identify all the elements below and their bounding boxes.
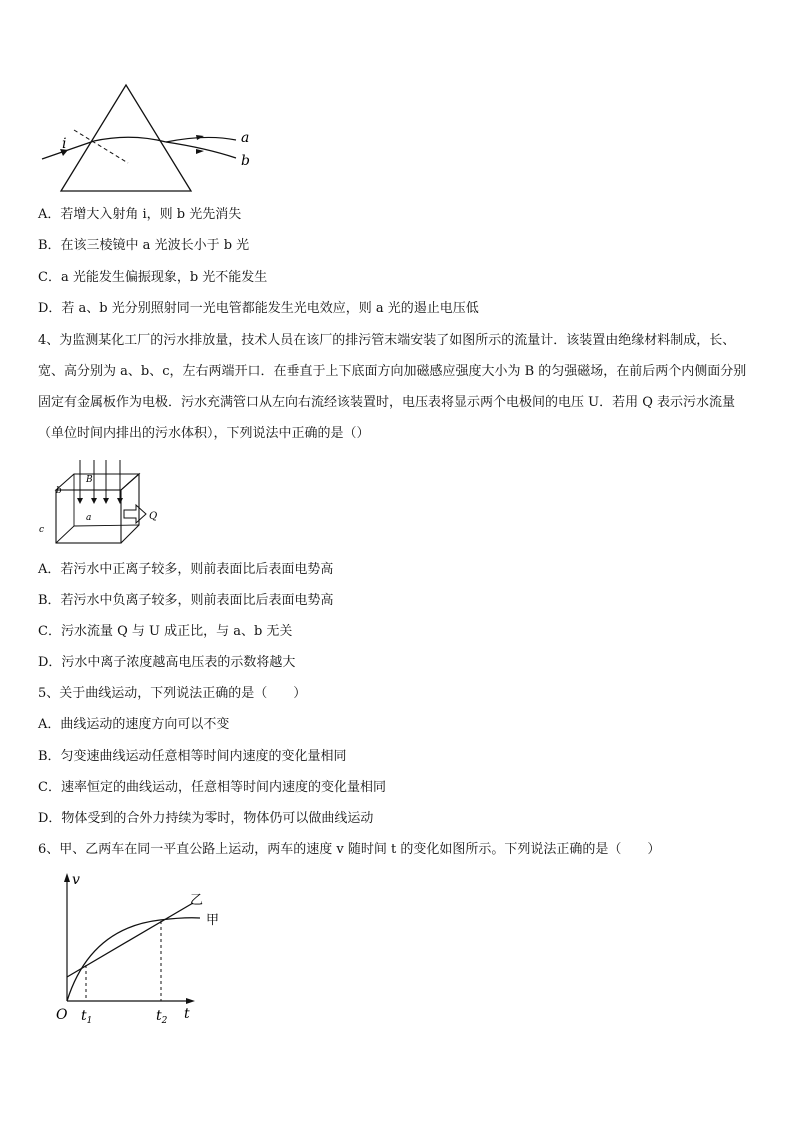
q4-option-a: A．若污水中正离子较多，则前表面比后表面电势高	[38, 562, 334, 577]
q5-stem: 5、关于曲线运动，下列说法正确的是（ ）	[38, 686, 307, 701]
field-arrow-4	[117, 498, 123, 504]
label-O: O	[56, 1007, 68, 1023]
x-axis-arrow	[186, 998, 195, 1004]
flowmeter-figure	[36, 458, 166, 548]
q4-option-c: C．污水流量 Q 与 U 成正比，与 a、b 无关	[38, 624, 293, 639]
q5-option-a: A．曲线运动的速度方向可以不变	[38, 717, 230, 732]
label-yi: 乙	[190, 893, 204, 908]
q5-option-c: C．速率恒定的曲线运动，任意相等时间内速度的变化量相同	[38, 780, 386, 795]
q5-option-d: D．物体受到的合外力持续为零时，物体仍可以做曲线运动	[38, 811, 374, 826]
label-b: b	[241, 153, 250, 169]
normal-line	[74, 130, 128, 163]
q4-option-b: B．若污水中负离子较多，则前表面比后表面电势高	[38, 593, 334, 608]
refracted-ray	[94, 137, 166, 142]
q4-option-d: D．污水中离子浓度越高电压表的示数将越大	[38, 655, 296, 670]
label-a: a	[241, 130, 250, 146]
box-hidden	[56, 525, 139, 543]
prism-triangle	[61, 85, 191, 191]
label-b: b	[56, 486, 62, 496]
q3-option-a: A．若增大入射角 i，则 b 光先消失	[38, 207, 242, 222]
label-B: B	[86, 475, 93, 485]
label-v: v	[72, 872, 80, 888]
label-t1: $t_1$	[81, 1008, 93, 1026]
label-Q: Q	[149, 511, 158, 522]
q3-option-d: D．若 a、b 光分别照射同一光电管都能发生光电效应，则 a 光的遏止电压低	[38, 301, 479, 316]
ray-a	[166, 137, 236, 142]
box-top	[56, 474, 139, 490]
y-axis-arrow	[64, 873, 70, 882]
label-c: c	[39, 525, 45, 535]
field-arrow-3	[103, 498, 109, 504]
label-a: a	[86, 513, 92, 523]
flow-arrow	[124, 505, 146, 523]
q4-stem: 4、为监测某化工厂的污水排放量，技术人员在该厂的排污管末端安装了如图所示的流量计．该装置由绝缘材料制成，长、宽、高分别为 a、b、c，左右两端开口．在垂直于上下底面方向加磁感应强度大小为 B 的匀强磁场，在前后两个内侧面分别固定有金属板作为电极．污水充满管口从左向右流经该装置时，电压表将显示两个电极间的电压 U．若用 Q 表示污水流量（单位时间内排出的污水体积），下列说法中正确的是（）	[38, 333, 747, 441]
field-arrow-1	[77, 498, 83, 504]
q3-option-c: C．a 光能发生偏振现象，b 光不能发生	[38, 270, 268, 285]
q5-option-b: B．匀变速曲线运动任意相等时间内速度的变化量相同	[38, 749, 347, 764]
vt-graph	[50, 868, 230, 1028]
label-t2: $t_2$	[156, 1008, 168, 1026]
q3-option-b: B．在该三棱镜中 a 光波长小于 b 光	[38, 238, 250, 253]
prism-figure	[36, 80, 266, 195]
label-jia: 甲	[206, 913, 220, 928]
field-arrow-2	[91, 498, 97, 504]
curve-jia	[67, 918, 200, 1001]
q6-stem: 6、甲、乙两车在同一平直公路上运动，两车的速度 v 随时间 t 的变化如图所示。下列说法正确的是（ ）	[38, 842, 661, 857]
ray-b	[166, 142, 236, 158]
label-i: i	[62, 136, 67, 152]
label-t: t	[184, 1006, 190, 1022]
ray-arrow-b	[196, 149, 204, 154]
